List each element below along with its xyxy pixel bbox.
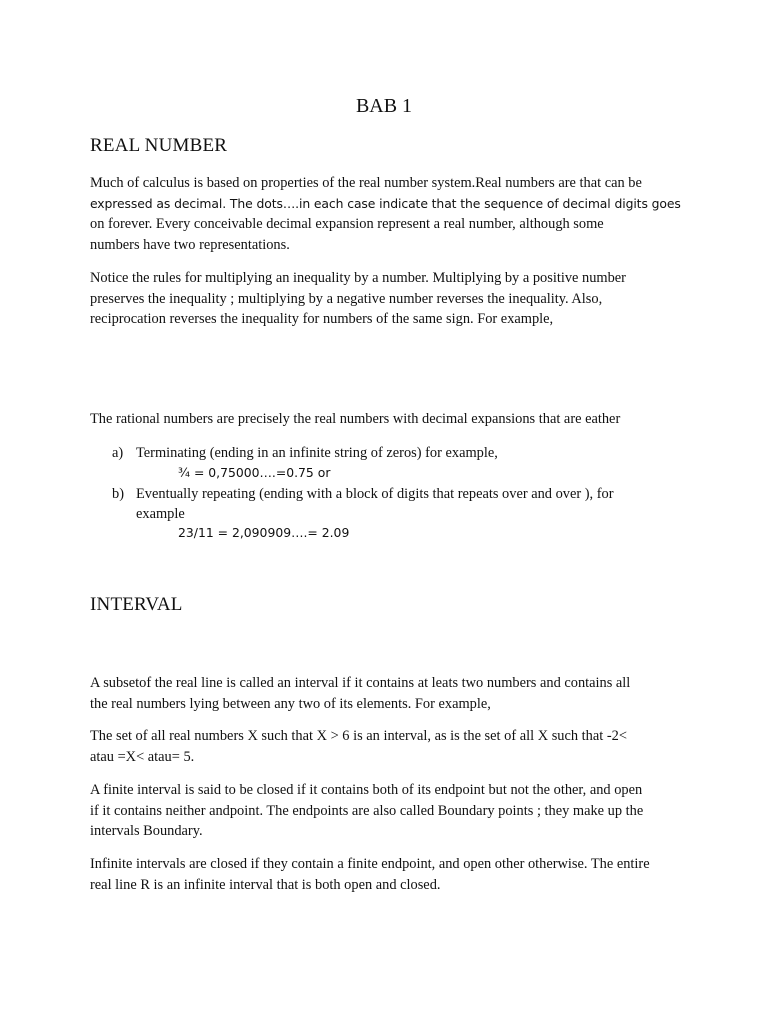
- chapter-title: BAB 1: [355, 95, 413, 117]
- paragraph-line: expressed as decimal. The dots….in each case indicate that the sequence of decimal digits goes: [90, 195, 681, 211]
- paragraph-line: The rational numbers are precisely the real numbers with decimal expansions that are eather: [90, 411, 621, 427]
- real-number-paragraph-2: [90, 268, 626, 330]
- paragraph-line: reciprocation reverses the inequality for numbers of the same sign. For example,: [90, 311, 554, 327]
- interval-paragraph-4: [90, 854, 650, 895]
- real-number-paragraph-3: [90, 409, 620, 430]
- real-number-paragraph-1: [90, 173, 681, 255]
- list-item-text: [136, 484, 614, 524]
- paragraph-line: A finite interval is said to be closed if it contains both of its endpoint but not the other, and open: [90, 782, 643, 798]
- section-heading-interval: INTERVAL: [90, 594, 183, 615]
- paragraph-line: real line R is an infinite interval that is both open and closed.: [90, 876, 441, 893]
- paragraph-line: intervals Boundary.: [90, 823, 203, 839]
- example-fraction-23-11: 23/11 = 2,090909….= 2.09: [178, 525, 350, 540]
- paragraph-line: The set of all real numbers X such that X > 6 is an interval, as is the set of all X such that -2<: [90, 728, 627, 744]
- paragraph-line: Much of calculus is based on properties of the real number system.Real numbers are that can be: [90, 175, 642, 191]
- interval-paragraph-3: [90, 780, 643, 842]
- paragraph-line: atau =X< atau= 5.: [90, 748, 195, 765]
- interval-paragraph-2: [90, 726, 627, 767]
- section-heading-real-number: REAL NUMBER: [90, 135, 228, 156]
- paragraph-line: A subsetof the real line is called an interval if it contains at leats two numbers and contains all: [90, 675, 631, 691]
- paragraph-line: numbers have two representations.: [90, 236, 290, 253]
- list-marker: a): [112, 445, 124, 461]
- list-item-line: example: [136, 506, 185, 522]
- example-fraction-three-quarters: ¾ = 0,75000….=0.75 or: [178, 465, 331, 480]
- paragraph-line: on forever. Every conceivable decimal expansion represent a real number, although some: [90, 216, 604, 232]
- paragraph-line: Infinite intervals are closed if they contain a finite endpoint, and open other otherwise. The entire: [90, 856, 650, 872]
- list-item-text: [136, 443, 498, 463]
- paragraph-line: if it contains neither andpoint. The endpoints are also called Boundary points ; they make up the: [90, 802, 644, 819]
- paragraph-line: preserves the inequality ; multiplying by a negative number reverses the inequality. Also,: [90, 290, 603, 307]
- list-marker: b): [112, 486, 124, 502]
- list-item-line: Eventually repeating (ending with a block of digits that repeats over and over ), for: [136, 486, 614, 502]
- paragraph-line: the real numbers lying between any two of its elements. For example,: [90, 695, 491, 712]
- interval-paragraph-1: [90, 673, 630, 714]
- paragraph-line: Notice the rules for multiplying an inequality by a number. Multiplying by a positive number: [90, 270, 626, 286]
- list-item-line: Terminating (ending in an infinite string of zeros) for example,: [136, 445, 498, 461]
